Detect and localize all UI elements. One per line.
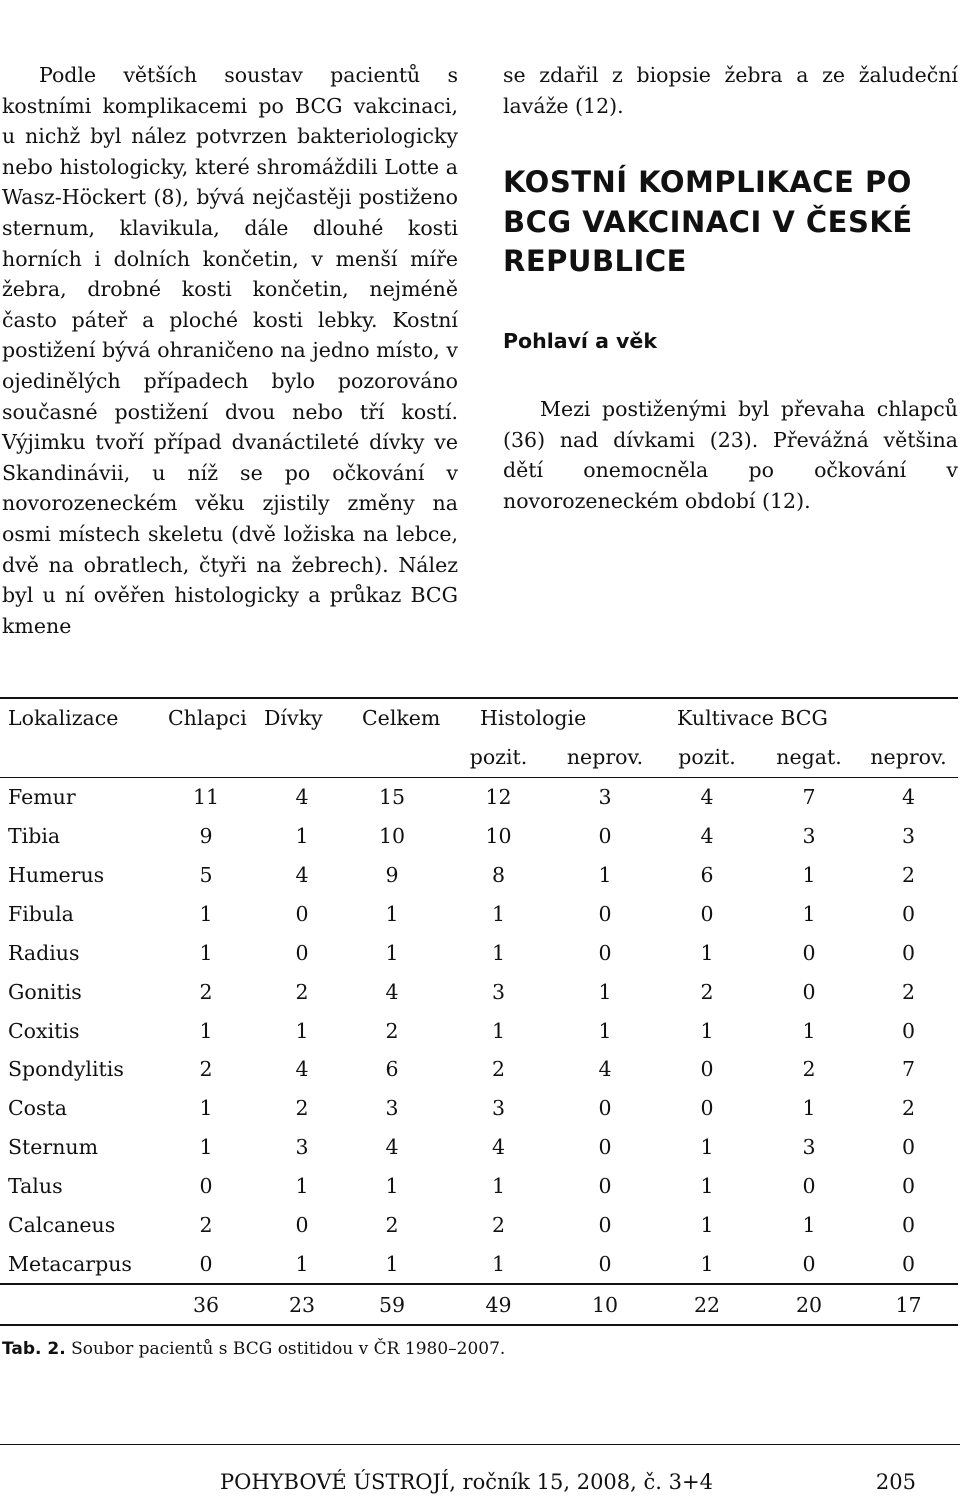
row-label: Costa xyxy=(8,1096,68,1121)
table-cell: 1 xyxy=(385,940,399,965)
table-cell: 3 xyxy=(385,1096,399,1121)
table-cell: 3 xyxy=(491,1096,506,1121)
table-cell: 10 xyxy=(378,824,406,849)
table-cell: 1 xyxy=(491,1018,506,1043)
table-cell: 0 xyxy=(199,1174,213,1199)
continued-paragraph: se zdařil z biopsie žebra a ze žaludeční laváže (12). xyxy=(503,63,958,118)
subheader-kultivace-negat: negat. xyxy=(759,738,859,777)
table-cell: 1 xyxy=(700,1174,714,1199)
table-cell: 1 xyxy=(199,1096,213,1121)
data-table xyxy=(0,697,958,1326)
table-cell: 1 xyxy=(342,1244,442,1284)
table-cell: 10 xyxy=(485,824,512,849)
table-cell: 0 xyxy=(598,1135,612,1160)
table-cell: 3 xyxy=(491,979,506,1004)
table-cell: 11 xyxy=(192,785,220,810)
table-cell: 1 xyxy=(700,1213,714,1238)
table-cell: 1 xyxy=(700,940,714,965)
table-cell: 9 xyxy=(385,863,399,887)
table-row xyxy=(0,1089,958,1128)
subheader-kultivace-pozit: pozit. xyxy=(655,738,759,777)
row-label: Femur xyxy=(8,785,76,810)
row-label: Humerus xyxy=(8,863,105,887)
table-cell: 0 xyxy=(700,901,714,926)
table-cell: 1 xyxy=(199,940,213,965)
table-cell: 0 xyxy=(802,979,816,1004)
table-cell: 0 xyxy=(598,1096,612,1121)
table-cell: 1 xyxy=(802,863,816,887)
table-cell: 2 xyxy=(491,1213,506,1238)
section-title: KOSTNÍ KOMPLIKACE PO BCG VAKCINACI V ČESKÉ REPUBLICE xyxy=(503,165,913,279)
row-label: Fibula xyxy=(8,901,74,926)
header-divky: Dívky xyxy=(262,698,342,738)
table-cell: 0 xyxy=(901,901,916,926)
table-cell: 0 xyxy=(555,1244,655,1284)
table-cell: 3 xyxy=(802,824,816,849)
total-cell: 23 xyxy=(262,1284,342,1325)
table-cell: 7 xyxy=(802,785,816,810)
total-cell: 20 xyxy=(759,1284,859,1325)
table-cell: 15 xyxy=(378,785,406,810)
table-subheader-row xyxy=(0,738,958,777)
table-row xyxy=(0,1011,958,1050)
table-cell: 0 xyxy=(901,1213,916,1238)
table-cell: 0 xyxy=(295,1213,309,1238)
table-cell: 1 xyxy=(491,901,506,926)
table-cell: 1 xyxy=(385,1174,399,1199)
table-cell: 0 xyxy=(759,1244,859,1284)
table-cell: 4 xyxy=(385,979,399,1004)
row-label: Metacarpus xyxy=(0,1244,150,1284)
table-cell: 1 xyxy=(295,824,309,849)
table-cell: 4 xyxy=(295,785,309,810)
table-caption xyxy=(2,1339,505,1359)
table-cell: 0 xyxy=(598,824,612,849)
table-cell: 4 xyxy=(700,785,714,810)
table-cell: 4 xyxy=(901,785,916,810)
table-row xyxy=(0,972,958,1011)
table-cell: 0 xyxy=(700,1096,714,1121)
total-cell: 17 xyxy=(859,1284,958,1325)
table-cell: 0 xyxy=(802,940,816,965)
table-cell: 1 xyxy=(491,940,506,965)
table-cell: 1 xyxy=(700,1135,714,1160)
table-cell: 0 xyxy=(859,1244,958,1284)
table-cell: 0 xyxy=(598,1213,612,1238)
table-cell: 1 xyxy=(655,1244,759,1284)
table-cell: 8 xyxy=(491,863,506,887)
table-row xyxy=(0,1167,958,1206)
row-label: Gonitis xyxy=(8,979,82,1004)
table-cell: 0 xyxy=(295,901,309,926)
total-cell: 22 xyxy=(655,1284,759,1325)
table-cell: 2 xyxy=(700,979,714,1004)
table-cell: 1 xyxy=(802,1213,816,1238)
table-header-row xyxy=(0,698,958,738)
table-row xyxy=(0,856,958,895)
table-cell: 1 xyxy=(295,1174,309,1199)
table-cell: 1 xyxy=(598,863,612,887)
table-cell: 1 xyxy=(802,1096,816,1121)
table-row xyxy=(0,777,958,816)
table-row xyxy=(0,1206,958,1245)
table-cell: 1 xyxy=(700,1018,714,1043)
row-label: Tibia xyxy=(8,824,61,849)
row-label: Calcaneus xyxy=(8,1213,116,1238)
header-histologie: Histologie xyxy=(442,698,655,738)
row-label: Sternum xyxy=(8,1135,99,1160)
table-cell: 1 xyxy=(442,1244,555,1284)
table-cell: 4 xyxy=(385,1135,399,1160)
header-lokalizace: Lokalizace xyxy=(0,698,150,738)
table-cell: 4 xyxy=(491,1135,506,1160)
total-cell: 36 xyxy=(150,1284,262,1325)
table-cell: 0 xyxy=(901,1135,916,1160)
table-cell: 0 xyxy=(598,1174,612,1199)
row-label: Radius xyxy=(8,940,80,965)
table-cell: 2 xyxy=(901,1096,916,1121)
table-cell: 4 xyxy=(295,863,309,887)
table-cell: 1 xyxy=(199,1135,213,1160)
body-paragraph: Mezi postiženými byl převaha chlapců (36) nad dívkami (23). Převážná většina dětí onemocněla po očkování v novorozeneckém období (12). xyxy=(503,397,958,514)
table-cell: 6 xyxy=(700,863,714,887)
table-cell: 2 xyxy=(901,979,916,1004)
subheading: Pohlaví a věk xyxy=(503,328,657,353)
table-body xyxy=(0,777,958,1284)
table-cell: 0 xyxy=(150,1244,262,1284)
caption-label: Tab. 2. xyxy=(2,1339,66,1359)
table-cell: 0 xyxy=(598,901,612,926)
header-celkem: Celkem xyxy=(342,698,442,738)
table-cell: 0 xyxy=(901,1018,916,1043)
table-row xyxy=(0,817,958,856)
table-cell: 9 xyxy=(199,824,213,849)
table-cell: 3 xyxy=(901,824,916,849)
page-number: 205 xyxy=(875,1470,916,1494)
table-cell: 1 xyxy=(199,1018,213,1043)
table-cell: 2 xyxy=(199,1057,213,1082)
table-cell: 1 xyxy=(199,901,213,926)
table-cell: 2 xyxy=(901,863,916,887)
table-cell: 1 xyxy=(802,1018,816,1043)
table-cell: 2 xyxy=(385,1018,399,1043)
table-cell: 2 xyxy=(199,979,213,1004)
subheader-histologie-neprov: neprov. xyxy=(555,738,655,777)
table-cell: 7 xyxy=(901,1057,916,1082)
table-cell: 12 xyxy=(485,785,512,810)
subheader-histologie-pozit: pozit. xyxy=(442,738,555,777)
data-table-container xyxy=(0,697,958,1326)
table-cell: 3 xyxy=(295,1135,309,1160)
table-cell: 4 xyxy=(700,824,714,849)
subheader-kultivace-neprov: neprov. xyxy=(859,738,958,777)
table-cell: 3 xyxy=(802,1135,816,1160)
table-cell: 4 xyxy=(295,1057,309,1082)
table-cell: 2 xyxy=(491,1057,506,1082)
header-chlapci: Chlapci xyxy=(150,698,262,738)
table-cell: 0 xyxy=(802,1174,816,1199)
table-cell: 6 xyxy=(385,1057,399,1082)
table-cell: 5 xyxy=(199,863,213,887)
table-cell: 1 xyxy=(295,1018,309,1043)
table-cell: 0 xyxy=(700,1057,714,1082)
table-cell: 1 xyxy=(802,901,816,926)
total-cell: 59 xyxy=(342,1284,442,1325)
table-cell: 3 xyxy=(598,785,612,810)
table-cell: 1 xyxy=(262,1244,342,1284)
footer-divider xyxy=(0,1444,960,1445)
header-kultivace: Kultivace BCG xyxy=(655,698,958,738)
table-cell: 1 xyxy=(598,1018,612,1043)
table-row xyxy=(0,933,958,972)
table-cell: 1 xyxy=(491,1174,506,1199)
row-label: Coxitis xyxy=(8,1018,80,1043)
row-label: Spondylitis xyxy=(8,1057,124,1082)
body-paragraph: Podle větších soustav pacientů s kostními komplikacemi po BCG vakcinaci, u nichž byl nález potvrzen bakteriologicky nebo histologicky, které shromáždili Lotte a Wasz-Höckert (8), bývá nejčastěji postiženo sternum, klavikula, dále dlouhé kosti horních i dolních končetin, v menší míře žebra, drobné kosti končetin, nejméně často páteř a ploché kosti lebky. Kostní postižení bývá ohraničeno na jedno místo, v ojedinělých případech bylo pozorováno současné postižení dvou nebo tří kostí. Výjimku tvoří případ dvanáctileté dívky ve Skandinávii, u níž se po očkování v novorozeneckém věku zjistily změny na osmi místech skeletu (dvě ložiska na lebce, dvě na obratlech, čtyři na žebrech). Nález byl u ní ověřen histologicky a průkaz BCG kmene xyxy=(2,63,458,638)
table-cell: 0 xyxy=(295,940,309,965)
table-cell: 4 xyxy=(598,1057,612,1082)
table-cell: 1 xyxy=(598,979,612,1004)
left-column xyxy=(2,60,458,641)
table-row xyxy=(0,894,958,933)
table-cell: 1 xyxy=(385,901,399,926)
total-cell: 49 xyxy=(442,1284,555,1325)
table-row xyxy=(0,1244,958,1284)
table-cell: 2 xyxy=(385,1213,399,1238)
table-cell: 2 xyxy=(295,1096,309,1121)
table-cell: 2 xyxy=(199,1213,213,1238)
total-cell: 10 xyxy=(555,1284,655,1325)
table-row xyxy=(0,1050,958,1089)
page-footer xyxy=(0,1470,960,1504)
table-row xyxy=(0,1128,958,1167)
journal-reference: POHYBOVÉ ÚSTROJÍ, ročník 15, 2008, č. 3+4 xyxy=(220,1470,713,1494)
table-totals-row xyxy=(0,1284,958,1325)
table-cell: 0 xyxy=(901,940,916,965)
table-cell: 2 xyxy=(802,1057,816,1082)
caption-text: Soubor pacientů s BCG ostitidou v ČR 1980–2007. xyxy=(71,1339,506,1359)
table-cell: 0 xyxy=(901,1174,916,1199)
table-cell: 0 xyxy=(598,940,612,965)
row-label: Talus xyxy=(8,1174,63,1199)
table-cell: 2 xyxy=(295,979,309,1004)
right-column xyxy=(503,60,958,517)
